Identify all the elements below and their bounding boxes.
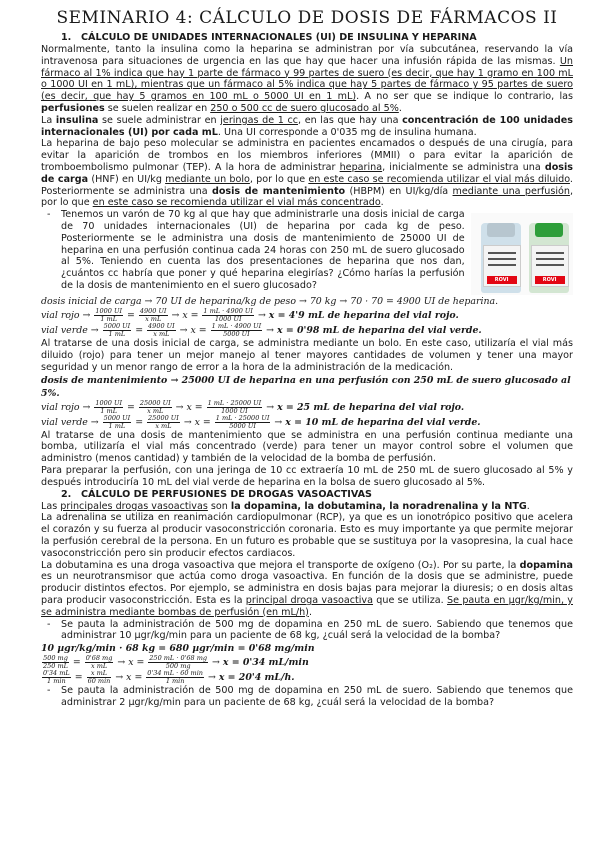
- math-line: dosis inicial de carga → 70 UI de heparina/kg de peso → 70 kg → 70 · 70 = 4900 UI de heparina.: [41, 296, 499, 308]
- math-line: dosis de mantenimiento → 25000 UI de heparina en una perfusión con 250 mL de suero glucosado al 5%.: [41, 374, 571, 399]
- section-heading-1: 1. CÁLCULO DE UNIDADES INTERNACIONALES (UI) DE INSULINA Y HEPARINA: [61, 32, 477, 43]
- paragraph-heparina: La heparina de bajo peso molecular se administra en pacientes encamados o después de una cirugía, para evitar la aparición de trombos en los miembros inferiores (MMII) o para evitar la aparición de tromboembolismo pulmonar (TEP). A la hora de administrar heparina, inicialmente se administra una dosis de carga (HNF) en UI/kg mediante un bolo, por lo que en este caso se recomienda utilizar el vial más diluido. Posteriormente se administra una dosis de mantenimiento (HBPM) en UI/kg/día mediante una perfusión, por lo que en este caso se recomienda utilizar el vial más concentrado.: [41, 138, 574, 209]
- math-line: $\frac{0'34 mL}{1 \min}$ = $\frac{\text{x mL}}{60 \min}$ → x = $\frac{0'34 mL \cdot 60 \min}{1 \min}$ → x = 20'4 mL/h.: [43, 669, 295, 686]
- paragraph-dopamina: La dobutamina es una droga vasoactiva que mejora el transporte de oxígeno (O₂). Por su parte, la dopamina es un neurotransmisor que actúa como droga vasoactiva. En función de la dosis que se administre, puede producir distintos efectos. Por ejemplo, se administra en dosis bajas para mejorar la diuresis; o en dosis altas para producir vasoconstricción. Esta es la principal droga vasoactiva que se utiliza. Se pauta en µgr/kg/min, y se administra mediante bombas de perfusión (en mL/h).: [41, 559, 573, 618]
- paragraph-bolo: Al tratarse de una dosis inicial de carga, se administra mediante un bolo. En este caso, utilizaría el vial más diluido (rojo) para tener un mejor manejo al tener mayores cantidades de volumen y tener una mayor seguridad y un menor rango de error a la hora de la administración de la medicación.: [41, 338, 573, 373]
- heparin-vials-photo: [471, 213, 573, 295]
- question-1: - Se pauta la administración de 500 mg de dopamina en 250 mL de suero. Sabiendo que tenemos que administrar 10 µgr/kg/min para un paciente de 68 kg, ¿cuál será la velocidad de la bomba?: [41, 619, 573, 643]
- page-title: SEMINARIO 4: CÁLCULO DE DOSIS DE FÁRMACOS II: [56, 8, 558, 28]
- math-line: $\frac{500 mg}{250 mL}$ = $\frac{0'68 mg}{\text{x mL}}$ → x = $\frac{250 mL \cdot 0'68 mg}{500 mg}$ → x = 0'34 mL/min: [43, 654, 309, 671]
- paragraph-preparacion: Para preparar la perfusión, con una jeringa de 10 cc extraería 10 mL de 250 mL de suero glucosado al 5% y después introduciría 10 mL del vial verde de heparina en la bolsa de suero glucosado al 5%.: [41, 464, 573, 488]
- vial-brand: ROVI: [487, 276, 517, 284]
- math-line: vial rojo → $\frac{1000 UI}{1 mL}$ = $\frac{25000 UI}{\text{x mL}}$ → x = $\frac{1 mL \cdot 25000 UI}{1000 UI}$ → x = 25 mL de heparina del vial rojo.: [41, 398, 465, 415]
- red-vial-image: [481, 223, 521, 293]
- paragraph-insulina: La insulina se suele administrar en jeringas de 1 cc, en las que hay una concentración de 100 unidades internacionales (UI) por cada mL. Una UI corresponde a 0'035 mg de insulina humana.: [41, 114, 573, 138]
- math-line: 10 µgr/kg/min · 68 kg = 680 µgr/min = 0'68 mg/min: [41, 643, 315, 655]
- paragraph-intro: Normalmente, tanto la insulina como la heparina se administran por vía subcutánea, reservando la vía intravenosa para situaciones de urgencia en las que hay que hacer una infusión rápida de las mismas. Un fármaco al 1% indica que hay 1 parte de fármaco y 99 partes de suero (es decir, que hay 1 gramo en 100 mL o 1000 UI en 1 mL), mientras que un fármaco al 5% indica que hay 5 partes de fármaco y 95 partes de suero (es decir, que hay 5 gramos en 100 mL o 5000 UI en 1 mL). A no ser que se indique lo contrario, las perfusiones se suelen realizar en 250 o 500 cc de suero glucosado al 5%.: [41, 44, 573, 114]
- math-line: vial verde → $\frac{5000 UI}{1 mL}$ = $\frac{4900 UI}{\text{x mL}}$ → x = $\frac{1 mL \cdot 4900 UI}{5000 UI}$ → x = 0'98 mL de heparina del vial verde.: [41, 322, 482, 339]
- math-line: vial rojo → $\frac{1000 UI}{1 mL}$ = $\frac{4900 UI}{\text{x mL}}$ → x = $\frac{1 mL \cdot 4900 UI}{1000 UI}$ → x = 4'9 mL de heparina del vial rojo.: [41, 307, 459, 324]
- green-vial-image: [529, 223, 569, 293]
- vial-brand: ROVI: [535, 276, 565, 284]
- section-heading-2: 2. CÁLCULO DE PERFUSIONES DE DROGAS VASOACTIVAS: [61, 488, 372, 500]
- paragraph-drogas: Las principales drogas vasoactivas son la dopamina, la dobutamina, la noradrenalina y la NTG.: [41, 500, 530, 512]
- math-line: vial verde → $\frac{5000 UI}{1 mL}$ = $\frac{25000 UI}{\text{x mL}}$ → x = $\frac{1 mL \cdot 25000 UI}{5000 UI}$ → x = 10 mL de heparina del vial verde.: [41, 413, 481, 430]
- paragraph-mantenimiento: Al tratarse de una dosis de mantenimiento que se administra en una perfusión continua mediante una bomba, utilizaría el vial más concentrado (verde) para tener un mayor control sobre el volumen que administro (menos cantidad) y también de la velocidad de la bomba de perfusión.: [41, 429, 573, 465]
- case-block: [41, 209, 573, 295]
- question-2: - Se pauta la administración de 500 mg de dopamina en 250 mL de suero. Sabiendo que tenemos que administrar 2 µgr/kg/min para un paciente de 68 kg, ¿cuál será la velocidad de la bomba?: [41, 685, 573, 709]
- case-statement: - Tenemos un varón de 70 kg al que hay que administrarle una dosis inicial de carga de 70 unidades internacionales (UI) de heparina por cada kg de peso. Posteriormente se le administra una dosis de mantenimiento de 25000 UI de heparina en una perfusión continua cada 24 horas con 250 mL de suero glucosado al 5%. Teniendo en cuenta las dos presentaciones de heparina que nos dan, ¿cuántos cc habría que poner y qué heparina elegirías? ¿Cómo harías la perfusión de la dosis de mantenimiento en el suero glucosado?: [41, 209, 465, 295]
- paragraph-adrenalina: La adrenalina se utiliza en reanimación cardiopulmonar (RCP), ya que es un ionotrópico positivo que acelera el corazón y su fuerza al producir vasoconstricción coronaria. Esto es muy importante ya que permite mejorar la perfusión cerebral de la persona. En un futuro es probable que se sustituya por la vasopresina, la cual hace vasoconstricción pero sin producir efectos cardiacos.: [41, 512, 573, 559]
